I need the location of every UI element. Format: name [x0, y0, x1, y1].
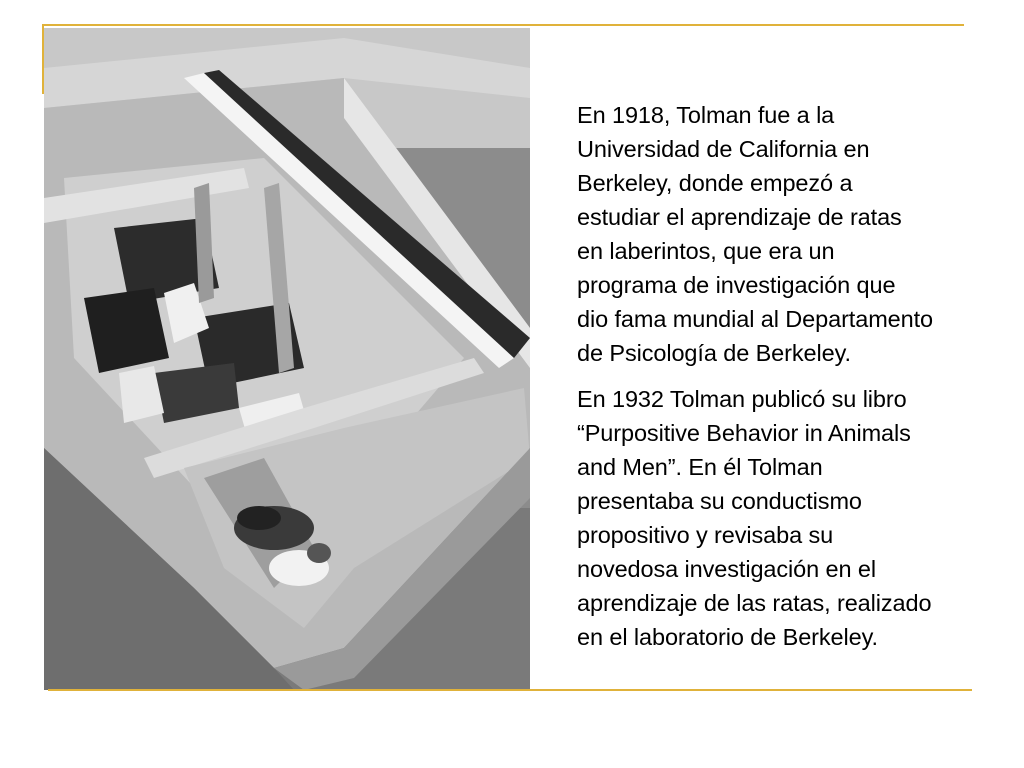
rat-maze-photo [44, 28, 530, 690]
bottom-accent-rule [48, 689, 972, 691]
paragraph-tolman-berkeley: En 1918, Tolman fue a la Universidad de California en Berkeley, donde empezó a estudiar el aprendizaje de ratas en laberintos, que era un programa de investigación que dio fama mundial al Departamento de Psicología de Berkeley. [577, 102, 934, 366]
paragraph-tolman-book: En 1932 Tolman publicó su libro “Purpositive Behavior in Animals and Men”. En él Tolman presentaba su conductismo propositivo y revisaba su novedosa investigación en el aprendizaje de las ratas, realizado en el laboratorio de Berkeley. [577, 386, 932, 650]
top-accent-rule [42, 24, 964, 26]
body-text [577, 98, 1017, 666]
